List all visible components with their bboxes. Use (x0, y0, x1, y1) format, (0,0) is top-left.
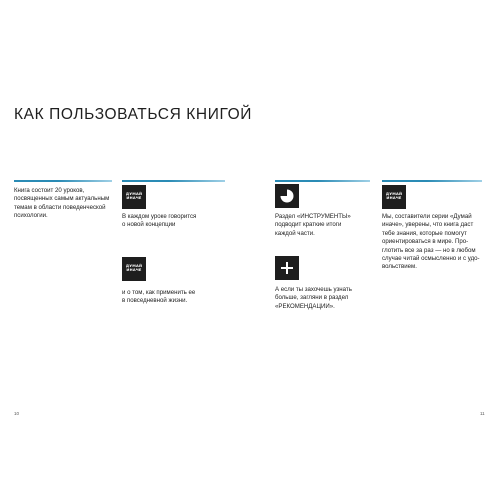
think-different-logo: ДУМАЙ ИНАЧЕ (122, 257, 146, 281)
plus-icon (275, 256, 299, 280)
daily-life-text: и о том, как применить ее в повседневной жизни. (122, 289, 196, 305)
tools-text: Раздел «ИНСТРУМЕНТЫ» подводит краткие итоги каждой части. (275, 213, 351, 237)
divider-tools (275, 180, 370, 182)
divider-intro (14, 180, 112, 182)
page-number-left: 10 (14, 411, 20, 416)
intro-text: Книга состоит 20 уроков, посвященных самым актуальным темам в области поведенческой психологии. (14, 187, 110, 220)
concept-text: В каждом уроке говорится о новой концепции (122, 213, 197, 229)
recommendations-text: А если ты захочешь узнать больше, загляни в раздел «РЕКОМЕНДАЦИИ». (275, 286, 352, 310)
think-different-logo: ДУМАЙ ИНАЧЕ (382, 185, 406, 209)
divider-concept (122, 180, 225, 182)
pie-chart-icon (275, 184, 299, 208)
page-title: КАК ПОЛЬЗОВАТЬСЯ КНИГОЙ (14, 106, 252, 123)
page-number-right: 11 (480, 411, 485, 416)
series-text: Мы, составители серии «Думай иначе», уверены, что книга даст тебе знания, которые помогут ориентироваться в мире. Про- глотить все за раз — но в любом случае читай осмысленно и с удо- вольствием. (382, 213, 480, 271)
think-different-logo: ДУМАЙ ИНАЧЕ (122, 185, 146, 209)
divider-series (382, 180, 482, 182)
